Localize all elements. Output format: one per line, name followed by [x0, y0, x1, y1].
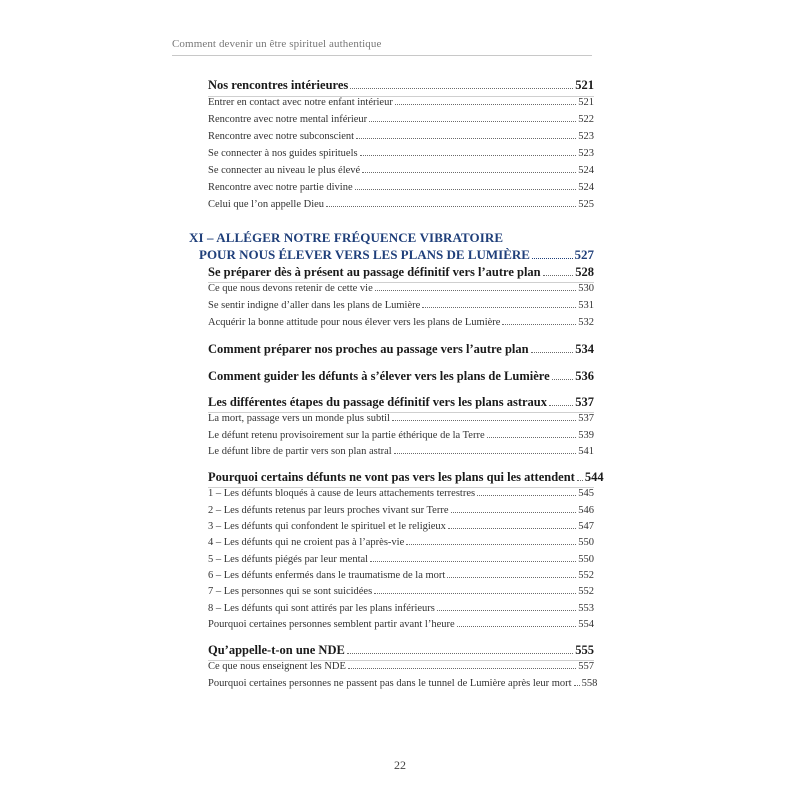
toc-heading-label: Se préparer dès à présent au passage définitif vers l’autre plan — [208, 265, 541, 279]
toc-entry-page: 530 — [578, 283, 594, 294]
toc-entry[interactable] — [208, 488, 594, 499]
toc-entry-page: 558 — [581, 678, 598, 689]
toc-entry-page: 550 — [578, 537, 594, 548]
toc-entry-page: 547 — [578, 521, 594, 532]
toc-entry[interactable] — [208, 97, 594, 108]
toc-entry-label: La mort, passage vers un monde plus subtil — [208, 413, 390, 424]
toc-heading-page: 555 — [575, 643, 594, 657]
dot-leader — [549, 405, 573, 406]
dot-leader — [451, 512, 577, 513]
toc-heading[interactable] — [208, 395, 594, 410]
dot-leader — [355, 189, 577, 190]
toc-entry[interactable] — [208, 413, 594, 424]
toc-heading-page: 521 — [575, 78, 594, 92]
dot-leader — [370, 561, 576, 562]
toc-entry[interactable] — [208, 430, 594, 441]
toc-entry-label: 4 – Les défunts qui ne croient pas à l’après-vie — [208, 537, 405, 548]
toc-entry-page: 531 — [578, 300, 594, 311]
toc-entry-page: 541 — [578, 446, 594, 457]
dot-leader — [356, 138, 576, 139]
toc-entry[interactable] — [208, 619, 594, 630]
toc-entry-page: 552 — [578, 586, 594, 597]
toc-entry[interactable] — [208, 678, 598, 689]
toc-heading-label: Qu’appelle-t-on une NDE — [208, 643, 345, 657]
dot-leader — [394, 453, 577, 454]
toc-entry-page: 554 — [578, 619, 594, 630]
toc-entry-page: 553 — [578, 603, 594, 614]
dot-leader — [362, 172, 576, 173]
page-number: 22 — [394, 758, 406, 772]
toc-heading[interactable] — [208, 369, 594, 384]
toc-entry-label: Le défunt libre de partir vers son plan astral — [208, 446, 392, 457]
toc-entry[interactable] — [208, 586, 594, 597]
toc-entry-label: 7 – Les personnes qui se sont suicidées — [208, 586, 373, 597]
running-head: Comment devenir un être spirituel authentique — [172, 38, 382, 50]
toc-entry-label: Ce que nous devons retenir de cette vie — [208, 283, 373, 294]
toc-heading[interactable] — [208, 342, 594, 357]
toc-entry-page: 532 — [578, 317, 594, 328]
toc-entry-page: 524 — [578, 165, 594, 176]
toc-entry-page: 523 — [578, 131, 594, 142]
dot-leader — [422, 307, 576, 308]
toc-entry[interactable] — [208, 570, 594, 581]
toc-entry[interactable] — [208, 199, 594, 210]
dot-leader — [375, 290, 577, 291]
toc-entry[interactable] — [208, 661, 594, 672]
toc-entry[interactable] — [208, 165, 594, 176]
toc-entry-label: Se connecter à nos guides spirituels — [208, 148, 358, 159]
toc-entry-page: 552 — [578, 570, 594, 581]
dot-leader — [448, 528, 576, 529]
toc-entry-label: Se sentir indigne d’aller dans les plans de Lumière — [208, 300, 421, 311]
toc-entry-page: 523 — [578, 148, 594, 159]
dot-leader — [395, 104, 576, 105]
dot-leader — [447, 577, 576, 578]
toc-heading-label: Nos rencontres intérieures — [208, 78, 349, 92]
toc-heading-page: 544 — [584, 470, 604, 484]
toc-entry[interactable] — [208, 300, 594, 311]
toc-entry[interactable] — [208, 446, 594, 457]
toc-entry-label: Rencontre avec notre partie divine — [208, 182, 353, 193]
toc-entry-label: 3 – Les défunts qui confondent le spirituel et le religieux — [208, 521, 446, 532]
toc-entry-label: Entrer en contact avec notre enfant intérieur — [208, 97, 393, 108]
toc-entry-label: Acquérir la bonne attitude pour nous élever vers les plans de Lumière — [208, 317, 501, 328]
toc-entry-label: Pourquoi certaines personnes ne passent pas dans le tunnel de Lumière après leur mort — [208, 678, 572, 689]
toc-heading[interactable] — [208, 78, 594, 93]
chapter-title: XI – ALLÉGER NOTRE FRÉQUENCE VIBRATOIRE — [189, 230, 504, 245]
toc-heading-page: 534 — [575, 342, 594, 356]
toc-entry-label: Pourquoi certaines personnes semblent partir avant l’heure — [208, 619, 455, 630]
toc-entry-label: 1 – Les défunts bloqués à cause de leurs attachements terrestres — [208, 488, 476, 499]
chapter-entry[interactable] — [199, 247, 594, 263]
header-rule — [172, 55, 592, 56]
toc-entry[interactable] — [208, 505, 594, 516]
toc-heading-page: 536 — [575, 369, 594, 383]
toc-heading-page: 528 — [575, 265, 594, 279]
dot-leader — [369, 121, 576, 122]
dot-leader — [477, 495, 576, 496]
dot-leader — [552, 379, 574, 380]
toc-entry[interactable] — [208, 131, 594, 142]
dot-leader — [348, 668, 576, 669]
dot-leader — [360, 155, 577, 156]
toc-entry[interactable] — [208, 148, 594, 159]
toc-heading[interactable] — [208, 265, 594, 280]
toc-entry[interactable] — [208, 283, 594, 294]
toc-entry-label: 2 – Les défunts retenus par leurs proches vivant sur Terre — [208, 505, 449, 516]
toc-entry[interactable] — [208, 182, 594, 193]
dot-leader — [350, 88, 573, 89]
toc-entry[interactable] — [208, 521, 594, 532]
toc-entry[interactable] — [208, 537, 594, 548]
toc-entry-page: 545 — [578, 488, 594, 499]
dot-leader — [487, 437, 577, 438]
toc-entry[interactable] — [208, 554, 594, 565]
toc-heading-label: Comment guider les défunts à s’élever vers les plans de Lumière — [208, 369, 550, 383]
dot-leader — [406, 544, 576, 545]
dot-leader — [457, 626, 577, 627]
toc-entry-page: 557 — [578, 661, 594, 672]
toc-entry-label: Le défunt retenu provisoirement sur la partie éthérique de la Terre — [208, 430, 485, 441]
toc-entry-page: 524 — [578, 182, 594, 193]
toc-entry-label: Se connecter au niveau le plus élevé — [208, 165, 361, 176]
dot-leader — [577, 480, 583, 481]
toc-entry[interactable] — [208, 603, 594, 614]
dot-leader — [502, 324, 576, 325]
toc-entry-page: 537 — [578, 413, 594, 424]
toc-entry[interactable] — [208, 317, 594, 328]
toc-entry-label: 8 – Les défunts qui sont attirés par les plans inférieurs — [208, 603, 435, 614]
toc-entry-label: Rencontre avec notre subconscient — [208, 131, 355, 142]
toc-entry-page: 525 — [578, 199, 594, 210]
dot-leader — [392, 420, 576, 421]
toc-heading-label: Comment préparer nos proches au passage vers l’autre plan — [208, 342, 529, 356]
dot-leader — [374, 593, 576, 594]
toc-heading-label: Pourquoi certains défunts ne vont pas vers les plans qui les attendent — [208, 470, 575, 484]
toc-entry-label: 5 – Les défunts piégés par leur mental — [208, 554, 369, 565]
toc-entry-label: Ce que nous enseignent les NDE — [208, 661, 346, 672]
chapter-title-line2: POUR NOUS ÉLEVER VERS LES PLANS DE LUMIÈRE — [199, 247, 530, 262]
toc-entry-page: 546 — [578, 505, 594, 516]
toc-entry-label: Celui que l’on appelle Dieu — [208, 199, 325, 210]
toc-heading[interactable] — [208, 643, 594, 658]
dot-leader — [531, 352, 574, 353]
toc-entry-page: 539 — [578, 430, 594, 441]
toc-heading-label: Les différentes étapes du passage définitif vers les plans astraux — [208, 395, 548, 409]
toc-entry-label: 6 – Les défunts enfermés dans le traumatisme de la mort — [208, 570, 446, 581]
toc-heading-page: 537 — [575, 395, 594, 409]
toc-entry-page: 521 — [578, 97, 594, 108]
dot-leader — [437, 610, 576, 611]
toc-entry-page: 550 — [578, 554, 594, 565]
chapter-page: 527 — [574, 247, 594, 262]
toc-heading[interactable] — [208, 470, 604, 485]
toc-entry-page: 522 — [578, 114, 594, 125]
dot-leader — [326, 206, 576, 207]
dot-leader — [347, 653, 573, 654]
dot-leader — [532, 258, 573, 259]
dot-leader — [543, 275, 574, 276]
toc-entry-label: Rencontre avec notre mental inférieur — [208, 114, 368, 125]
toc-entry[interactable] — [208, 114, 594, 125]
dot-leader — [574, 685, 580, 686]
